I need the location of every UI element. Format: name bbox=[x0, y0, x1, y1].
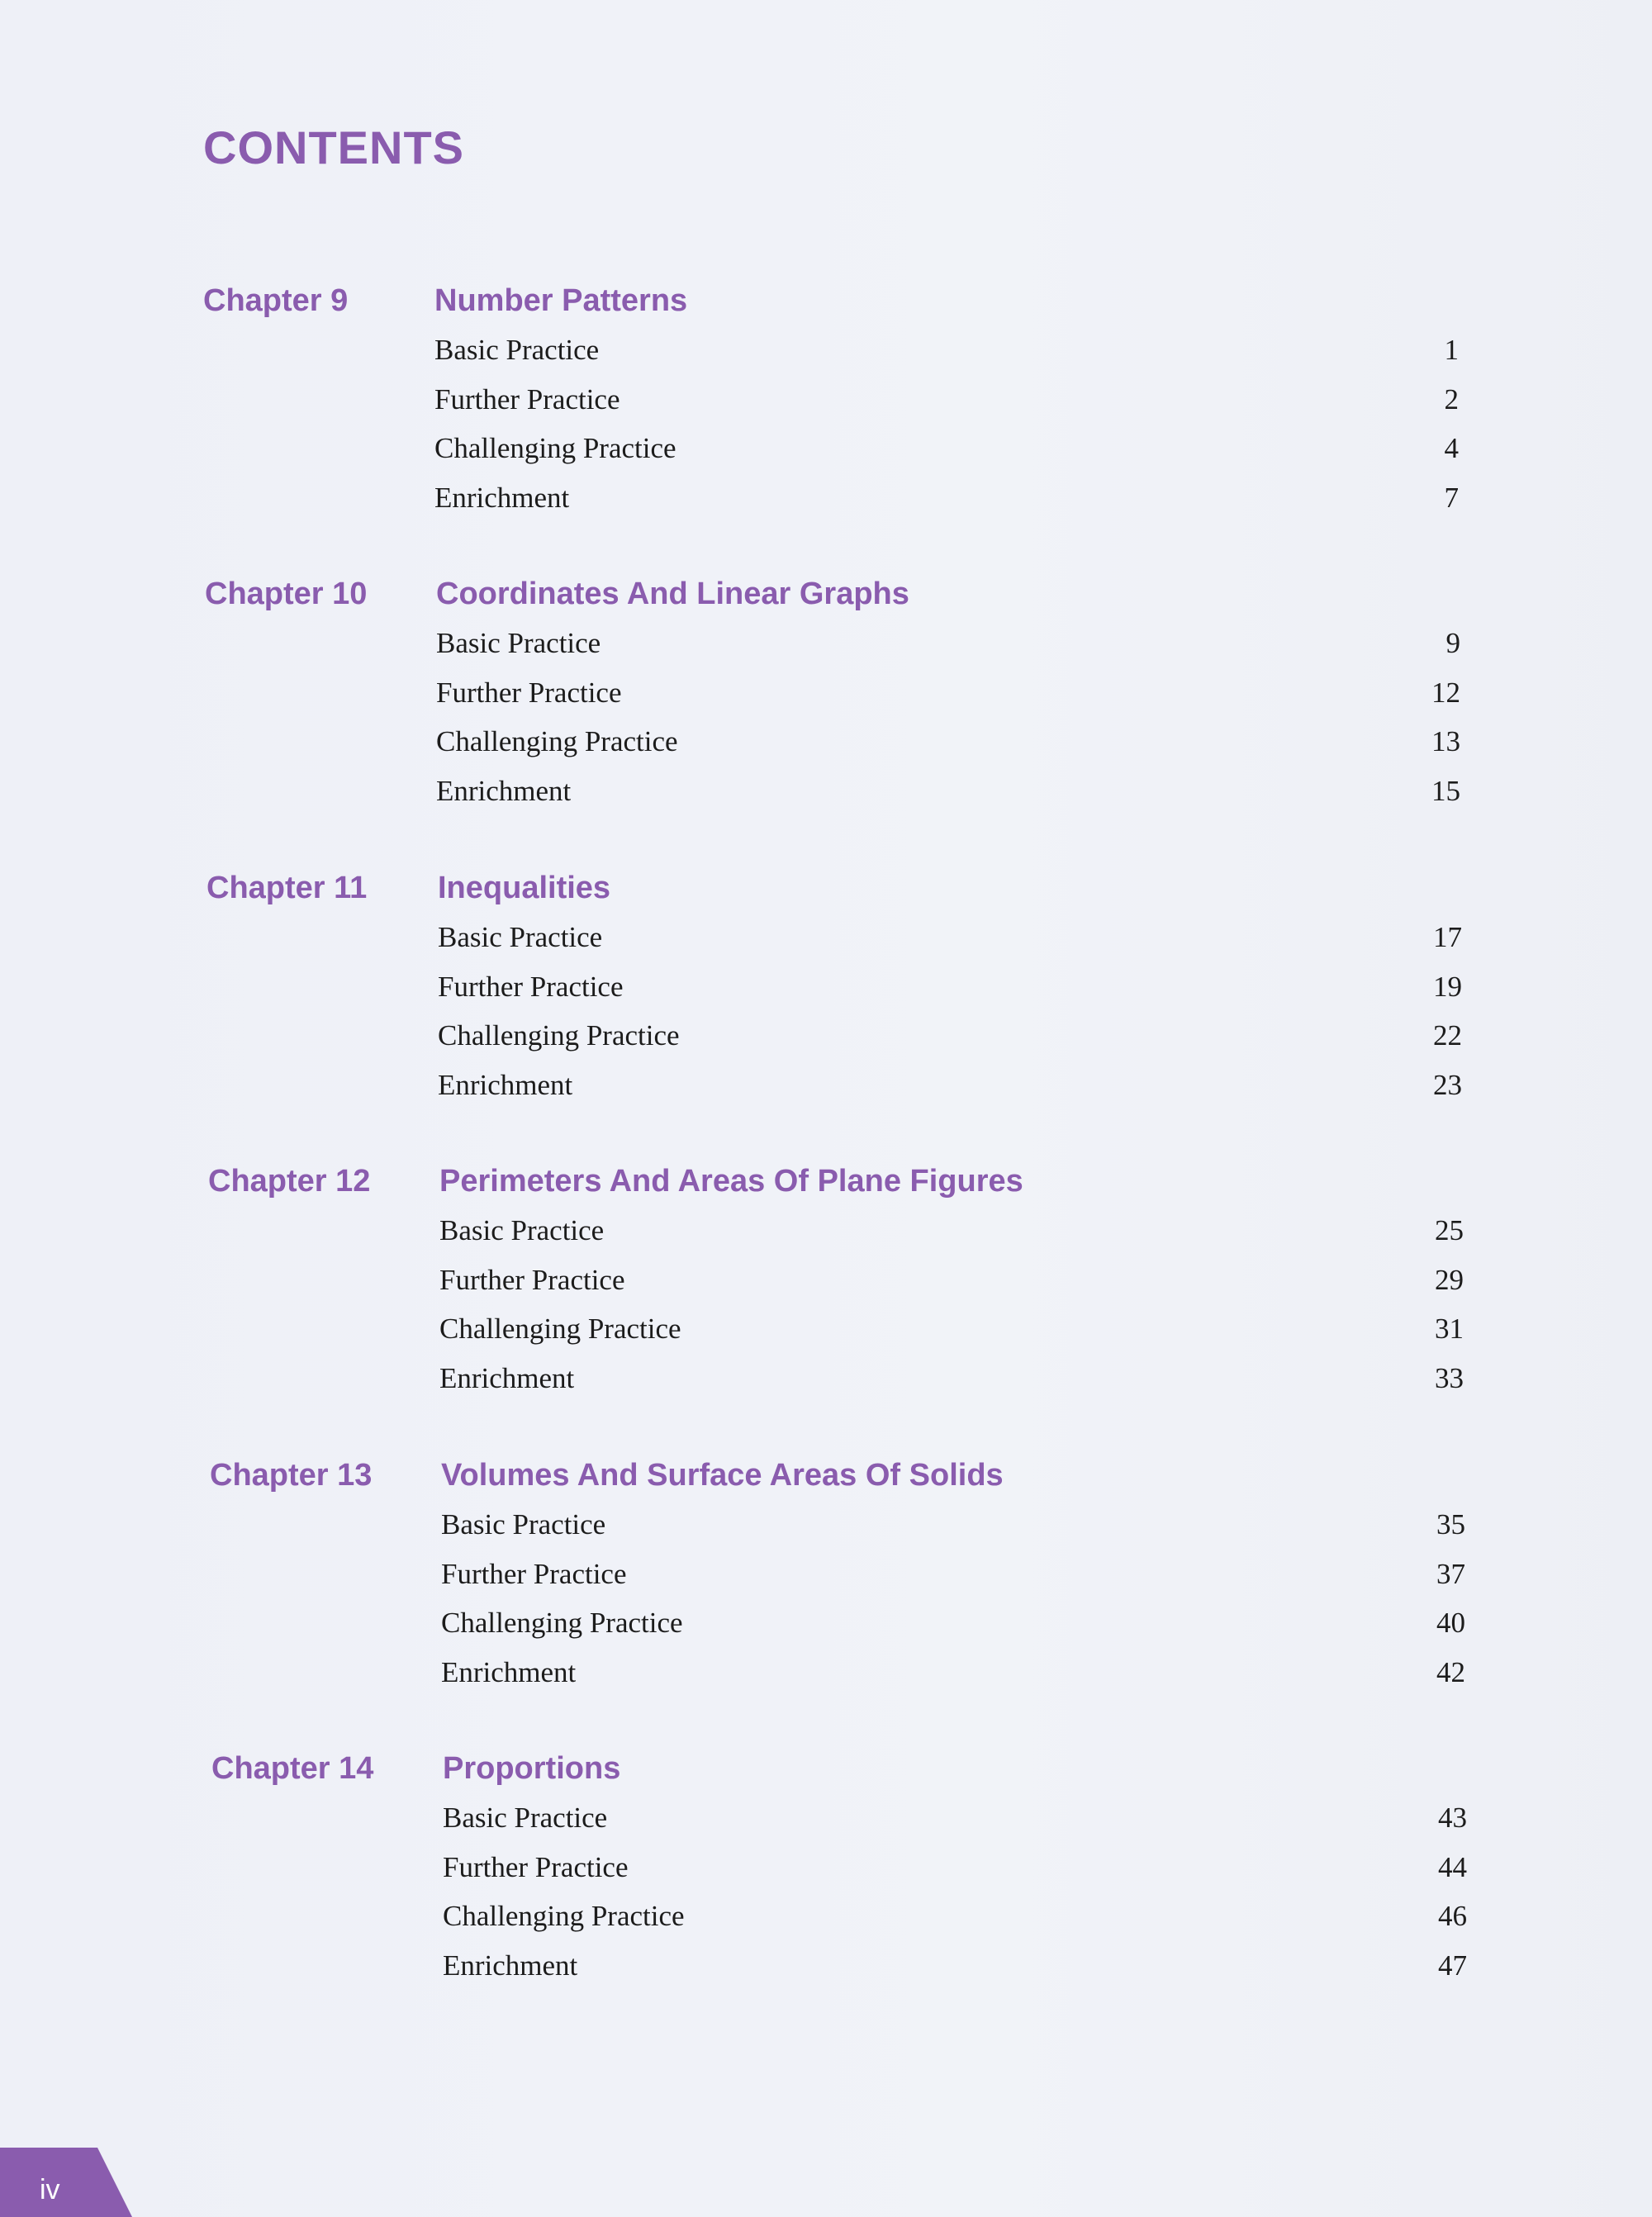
entry-page-number: 37 bbox=[1436, 1557, 1465, 1590]
entry-name: Basic Practice bbox=[436, 627, 601, 659]
entry-page-number: 2 bbox=[1444, 382, 1459, 415]
entry-name: Challenging Practice bbox=[443, 1900, 685, 1932]
entry-page-number: 35 bbox=[1436, 1508, 1465, 1541]
entry-name: Enrichment bbox=[434, 481, 570, 514]
entry-name: Basic Practice bbox=[441, 1508, 606, 1541]
entry-name: Further Practice bbox=[441, 1557, 627, 1590]
page-number: iv bbox=[40, 2174, 60, 2205]
entry-name: Basic Practice bbox=[434, 334, 600, 366]
entry-name: Further Practice bbox=[439, 1263, 625, 1296]
toc-entry bbox=[206, 1061, 1462, 1110]
entry-name: Enrichment bbox=[441, 1655, 577, 1688]
toc-entry bbox=[210, 1500, 1465, 1550]
toc-entry bbox=[208, 1354, 1464, 1403]
chapter-11 bbox=[206, 863, 1462, 1109]
toc-entry bbox=[205, 619, 1460, 668]
entry-page-number: 33 bbox=[1435, 1361, 1464, 1394]
toc-entry bbox=[206, 1011, 1462, 1061]
entry-page-number: 29 bbox=[1435, 1263, 1464, 1296]
entry-page-number: 17 bbox=[1433, 921, 1462, 953]
toc-entry bbox=[210, 1648, 1465, 1697]
toc-entry bbox=[211, 1941, 1467, 1991]
entry-name: Further Practice bbox=[438, 970, 624, 1003]
toc-entry bbox=[208, 1304, 1464, 1354]
chapter-title: Number Patterns bbox=[434, 283, 688, 318]
chapter-label: Chapter 13 bbox=[210, 1458, 373, 1493]
chapter-12 bbox=[208, 1156, 1464, 1403]
entry-page-number: 31 bbox=[1435, 1313, 1464, 1345]
entry-name: Further Practice bbox=[434, 382, 620, 415]
entry-page-number: 23 bbox=[1433, 1068, 1462, 1101]
entry-page-number: 12 bbox=[1431, 676, 1460, 709]
entry-page-number: 15 bbox=[1431, 774, 1460, 807]
toc-entry bbox=[211, 1892, 1467, 1941]
chapter-13 bbox=[210, 1450, 1465, 1697]
entry-page-number: 1 bbox=[1444, 334, 1459, 366]
chapter-9 bbox=[203, 276, 1459, 522]
chapter-14 bbox=[211, 1744, 1467, 1990]
toc-entry bbox=[211, 1843, 1467, 1892]
entry-name: Basic Practice bbox=[439, 1214, 605, 1246]
entry-page-number: 4 bbox=[1444, 432, 1459, 464]
entry-name: Challenging Practice bbox=[434, 432, 676, 464]
entry-page-number: 40 bbox=[1436, 1607, 1465, 1639]
toc-entry bbox=[205, 767, 1460, 816]
toc-entry bbox=[208, 1256, 1464, 1305]
entry-name: Basic Practice bbox=[438, 921, 603, 953]
entry-name: Enrichment bbox=[439, 1361, 575, 1394]
entry-page-number: 47 bbox=[1438, 1949, 1467, 1982]
toc-entry bbox=[210, 1598, 1465, 1648]
chapter-title: Coordinates And Linear Graphs bbox=[436, 577, 909, 611]
entry-page-number: 22 bbox=[1433, 1019, 1462, 1052]
chapter-label: Chapter 14 bbox=[211, 1751, 374, 1786]
toc-entry bbox=[211, 1793, 1467, 1843]
entry-name: Challenging Practice bbox=[436, 725, 678, 757]
toc-entry bbox=[205, 668, 1460, 718]
toc-entry bbox=[203, 325, 1459, 375]
chapter-label: Chapter 12 bbox=[208, 1164, 371, 1199]
toc-entry bbox=[206, 962, 1462, 1012]
entry-name: Basic Practice bbox=[443, 1802, 608, 1834]
chapter-title: Volumes And Surface Areas Of Solids bbox=[441, 1458, 1004, 1493]
entry-page-number: 46 bbox=[1438, 1900, 1467, 1932]
toc-entry bbox=[205, 717, 1460, 767]
entry-name: Enrichment bbox=[438, 1068, 573, 1101]
entry-page-number: 42 bbox=[1436, 1655, 1465, 1688]
entry-name: Enrichment bbox=[443, 1949, 578, 1982]
toc-entry bbox=[203, 424, 1459, 473]
entry-name: Further Practice bbox=[443, 1850, 629, 1883]
entry-page-number: 7 bbox=[1444, 481, 1459, 514]
toc-entry bbox=[210, 1550, 1465, 1599]
chapter-title: Proportions bbox=[443, 1751, 621, 1786]
chapter-title: Inequalities bbox=[438, 871, 611, 905]
toc-entry bbox=[203, 375, 1459, 425]
toc-entry bbox=[206, 913, 1462, 962]
chapter-title: Perimeters And Areas Of Plane Figures bbox=[439, 1164, 1023, 1199]
toc-entry bbox=[208, 1206, 1464, 1256]
chapter-label: Chapter 10 bbox=[205, 577, 368, 611]
entry-page-number: 44 bbox=[1438, 1850, 1467, 1883]
entry-name: Enrichment bbox=[436, 774, 572, 807]
chapter-10 bbox=[205, 569, 1460, 815]
chapter-label: Chapter 11 bbox=[206, 871, 368, 905]
entry-page-number: 43 bbox=[1438, 1802, 1467, 1834]
entry-name: Challenging Practice bbox=[439, 1313, 681, 1345]
toc-entry bbox=[203, 473, 1459, 523]
page-title: CONTENTS bbox=[203, 121, 464, 173]
entry-page-number: 25 bbox=[1435, 1214, 1464, 1246]
entry-name: Challenging Practice bbox=[438, 1019, 680, 1052]
page-number-tab bbox=[0, 2148, 132, 2217]
entry-page-number: 9 bbox=[1446, 627, 1460, 659]
entry-name: Challenging Practice bbox=[441, 1607, 683, 1639]
chapter-label: Chapter 9 bbox=[203, 283, 349, 318]
entry-name: Further Practice bbox=[436, 676, 622, 709]
entry-page-number: 13 bbox=[1431, 725, 1460, 757]
entry-page-number: 19 bbox=[1433, 970, 1462, 1003]
